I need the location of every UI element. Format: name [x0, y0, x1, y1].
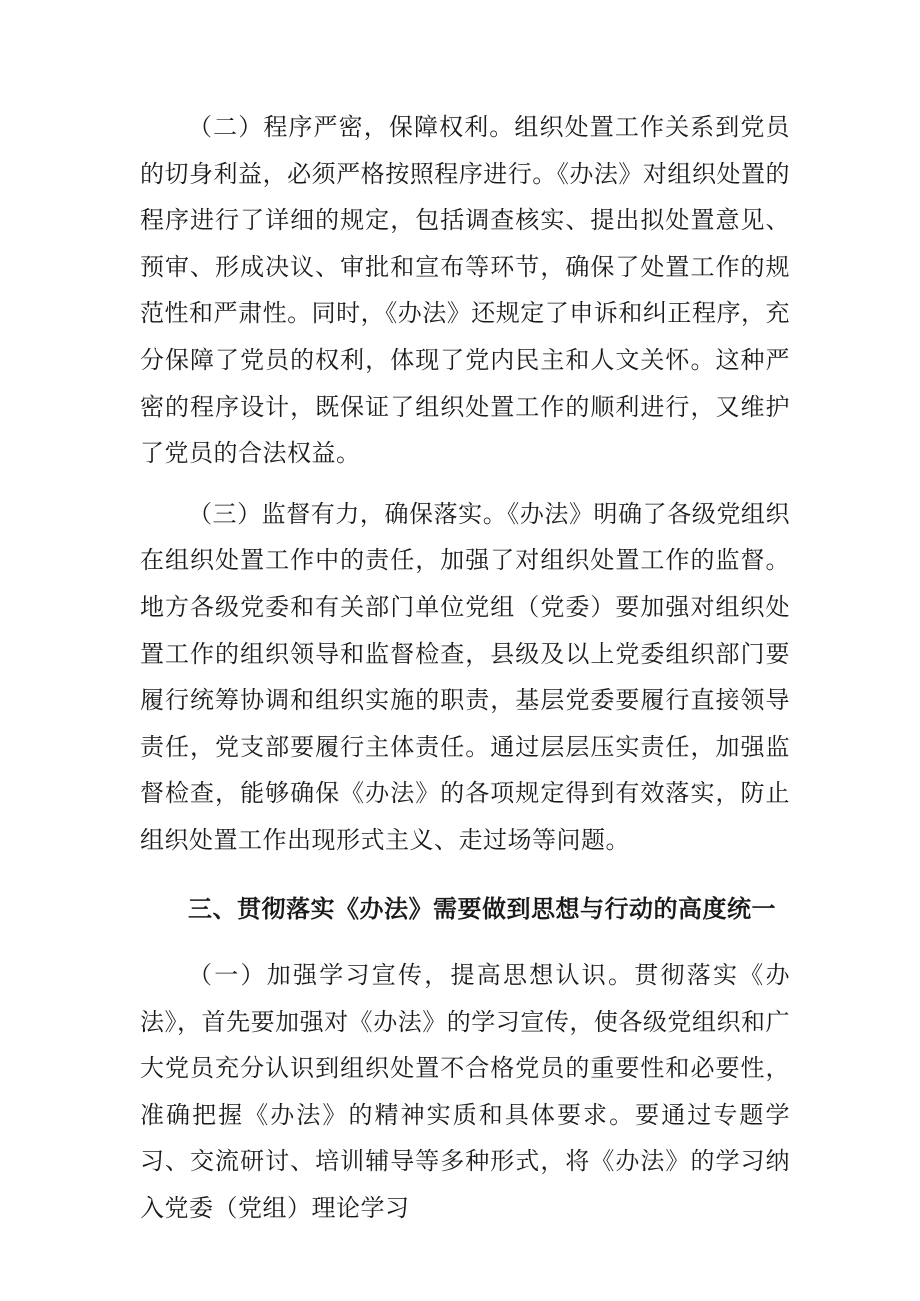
- section-heading: 三、贯彻落实《办法》需要做到思想与行动的高度统一: [188, 894, 776, 923]
- paragraph-procedure: （二）程序严密，保障权利。组织处置工作关系到党员的切身利益，必须严格按照程序进行。《办法》对组织处置的程序进行了详细的规定，包括调查核实、提出拟处置意见、预审、形成决议、审批和宣布等环节，确保了处置工作的规范性和严肃性。同时，《办法》还规定了申诉和纠正程序，充分保障了党员的权利，体现了党内民主和人文关怀。这种严密的程序设计，既保证了组织处置工作的顺利进行，又维护了党员的合法权益。: [140, 113, 790, 468]
- paragraph-supervision: （三）监督有力，确保落实。《办法》明确了各级党组织在组织处置工作中的责任，加强了对组织处置工作的监督。地方各级党委和有关部门单位党组（党委）要加强对组织处置工作的组织领导和监督检查，县级及以上党委组织部门要履行统筹协调和组织实施的职责，基层党委要履行直接领导责任，党支部要履行主体责任。通过层层压实责任，加强监督检查，能够确保《办法》的各项规定得到有效落实，防止组织处置工作出现形式主义、走过场等问题。: [140, 499, 790, 854]
- document-page: [140, 104, 790, 1232]
- paragraph-study-publicity: （一）加强学习宣传，提高思想认识。贯彻落实《办法》，首先要加强对《办法》的学习宣传，使各级党组织和广大党员充分认识到组织处置不合格党员的重要性和必要性，准确把握《办法》的精神实质和具体要求。要通过专题学习、交流研讨、培训辅导等多种形式，将《办法》的学习纳入党委（党组）理论学习: [140, 961, 790, 1223]
